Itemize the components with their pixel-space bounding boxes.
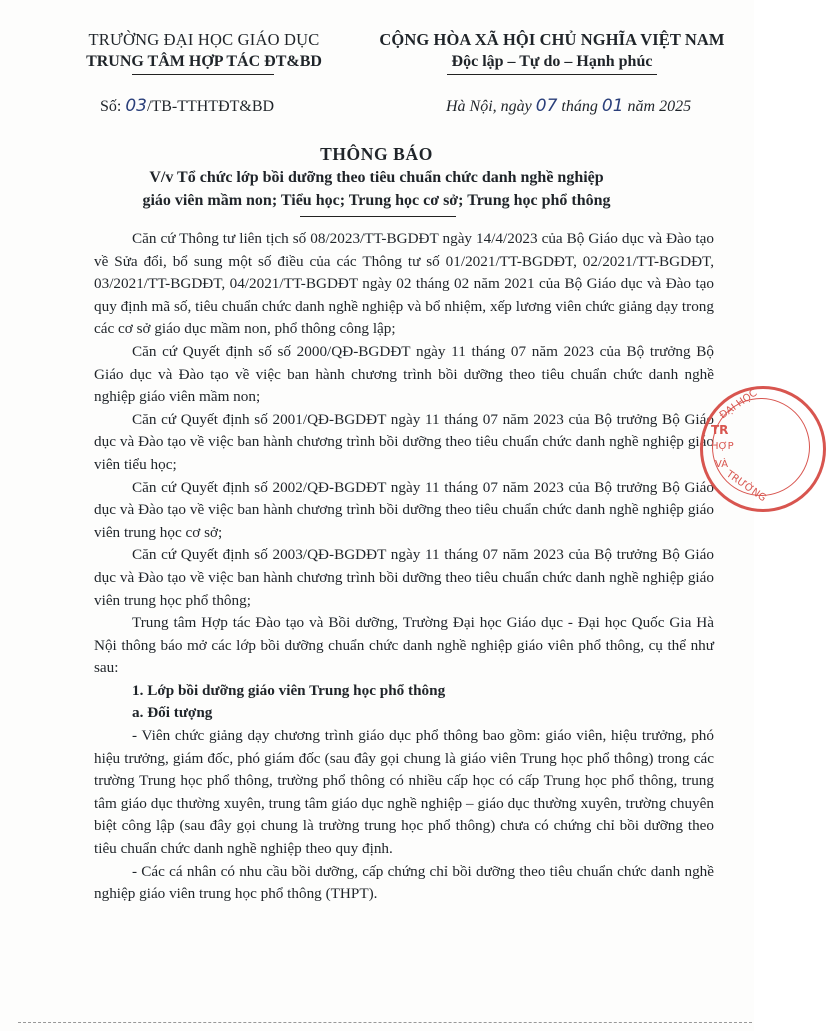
date-place: Hà Nội, ngày xyxy=(446,98,532,115)
reference-number xyxy=(100,96,274,116)
notice-heading: THÔNG BÁO xyxy=(320,144,433,164)
paragraph-legal-basis-1: Căn cứ Thông tư liên tịch số 08/2023/TT-BGDĐT ngày 14/4/2023 của Bộ Giáo dục và Đào tạo về Sửa đổi, bổ sung một số điều của các Thông tư số 01/2021/TT-BGDĐT, 02/2021/TT-BGDĐT, 03/2021/TT-BGDĐT, 04/2021/TT-BGDĐT ngày 02 tháng 02 năm 2021 của Bộ Giáo dục và Đào tạo quy định mã số, tiêu chuẩn chức danh nghề nghiệp và bổ nhiệm, xếp lương viên chức giảng dạy trong các cơ sở giáo dục mầm non, phổ thông công lập; xyxy=(94,230,714,338)
document-date xyxy=(446,96,691,116)
motto-underline xyxy=(447,74,657,75)
notice-title xyxy=(60,142,693,212)
reference-suffix: /TB-TTHTĐT&BD xyxy=(146,98,275,115)
date-month-label: tháng xyxy=(561,98,598,115)
notice-subject-line1: V/v Tổ chức lớp bồi dưỡng theo tiêu chuẩn chức danh nghề nghiệp xyxy=(149,169,604,186)
national-motto xyxy=(356,29,748,73)
motto: Độc lập – Tự do – Hạnh phúc xyxy=(451,53,653,70)
org-underline xyxy=(132,74,274,75)
page-bottom-rule xyxy=(18,1022,752,1023)
date-year: năm 2025 xyxy=(627,98,692,115)
reference-number-handwritten: 03 xyxy=(125,96,147,116)
section-heading-1a: a. Đối tượng xyxy=(132,704,213,722)
paragraph-target-1: - Viên chức giảng dạy chương trình giáo dục phổ thông bao gồm: giáo viên, hiệu trưởng, phó hiệu trưởng, giám đốc, phó giám đốc (sau đây gọi chung là giáo viên Trung học phổ thông) trong các trường Trung học phổ thông, trường phổ thông có nhiều cấp học có cấp Trung học phổ thông, trung tâm giáo dục thường xuyên, trung tâm giáo dục nghề nghiệp – giáo dục thường xuyên, trường chuyên biệt công lập (sau đây gọi chung là trường trung học phổ thông) chưa có chứng chỉ bồi dưỡng theo tiêu chuẩn chức danh nghề nghiệp theo quy định. xyxy=(94,727,714,858)
date-day-handwritten: 07 xyxy=(535,96,558,116)
section-heading-1: 1. Lớp bồi dưỡng giáo viên Trung học phổ thông xyxy=(132,681,446,699)
official-seal: ĐẠI HỌC TR HỢP VÀ TRƯỜNG xyxy=(700,386,826,512)
official-seal-inner-ring xyxy=(712,398,810,496)
center-name: TRUNG TÂM HỢP TÁC ĐT&BD xyxy=(86,53,322,70)
country-name: CỘNG HÒA XÃ HỘI CHỦ NGHĨA VIỆT NAM xyxy=(379,30,725,49)
paragraph-target-2: - Các cá nhân có nhu cầu bồi dưỡng, cấp chứng chỉ bồi dưỡng theo tiêu chuẩn chức danh nghề nghiệp giáo viên trung học phổ thông (THPT). xyxy=(94,862,714,903)
notice-subject-line2: giáo viên mầm non; Tiểu học; Trung học cơ sở; Trung học phổ thông xyxy=(142,192,611,209)
paragraph-legal-basis-5: Căn cứ Quyết định số 2003/QĐ-BGDĐT ngày 11 tháng 07 năm 2023 của Bộ trưởng Bộ Giáo dục và Đào tạo về việc ban hành chương trình bồi dưỡng theo tiêu chuẩn chức danh nghề nghiệp giáo viên trung học phổ thông; xyxy=(94,546,714,609)
issuing-organization xyxy=(62,29,346,73)
date-month-handwritten: 01 xyxy=(601,96,624,116)
university-name: TRƯỜNG ĐẠI HỌC GIÁO DỤC xyxy=(88,30,320,49)
paragraph-legal-basis-4: Căn cứ Quyết định số 2002/QĐ-BGDĐT ngày 11 tháng 07 năm 2023 của Bộ trưởng Bộ Giáo dục và Đào tạo về việc ban hành chương trình bồi dưỡng theo tiêu chuẩn chức danh nghề nghiệp giáo viên trung học cơ sở; xyxy=(94,478,714,541)
notice-body xyxy=(94,228,714,906)
paragraph-legal-basis-2: Căn cứ Quyết định số số 2000/QĐ-BGDĐT ngày 11 tháng 07 năm 2023 của Bộ trưởng Bộ Giáo dục và Đào tạo về việc ban hành chương trình bồi dưỡng theo tiêu chuẩn chức danh nghề nghiệp giáo viên mầm non; xyxy=(94,342,714,406)
reference-prefix: Số: xyxy=(100,98,122,115)
paragraph-legal-basis-3: Căn cứ Quyết định số 2001/QĐ-BGDĐT ngày 11 tháng 07 năm 2023 của Bộ trưởng Bộ Giáo dục và Đào tạo về việc ban hành chương trình bồi dưỡng theo tiêu chuẩn chức danh nghề nghiệp giáo viên tiểu học; xyxy=(94,410,714,473)
paragraph-announcement: Trung tâm Hợp tác Đào tạo và Bồi dưỡng, Trường Đại học Giáo dục - Đại học Quốc Gia Hà Nội thông báo mở các lớp bồi dưỡng chuẩn chức danh nghề nghiệp giáo viên phổ thông, cụ thể như sau: xyxy=(94,614,714,677)
title-underline xyxy=(300,216,456,217)
